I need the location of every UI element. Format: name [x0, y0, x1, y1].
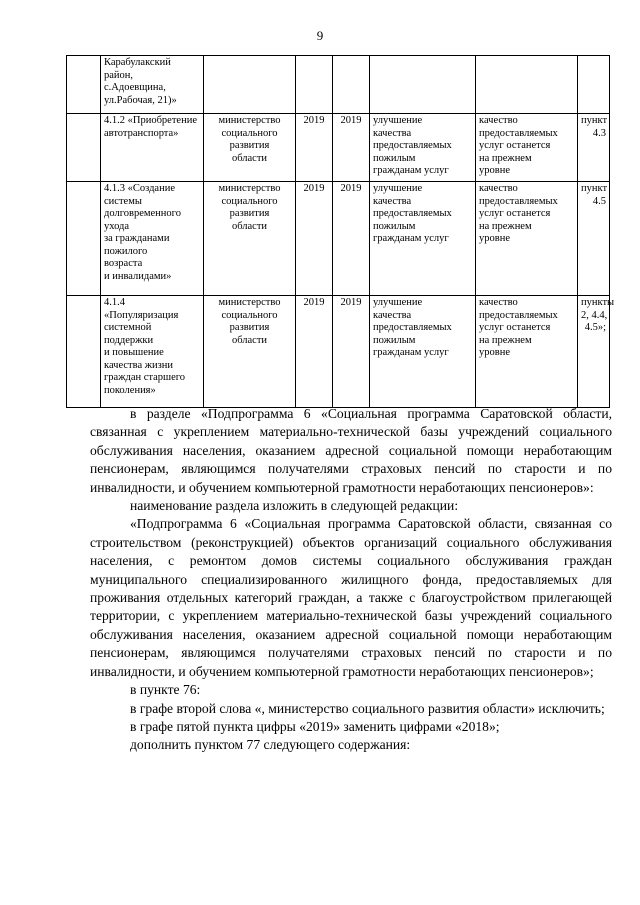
link-cell — [578, 56, 610, 114]
cell-line: Карабулакский — [104, 57, 171, 68]
consequence-cell — [476, 182, 578, 296]
cell-line: ул.Рабочая, 21)» — [104, 94, 177, 106]
paragraph: в графе второй слова «, министерство социального развития области» исключить; — [130, 700, 605, 716]
cell-line: предоставляемых — [373, 208, 452, 219]
cell-line: гражданам услуг — [373, 347, 449, 358]
cell-line: 4.3 — [592, 127, 606, 139]
cell-line: развития — [229, 208, 270, 219]
cell-line: социального — [221, 127, 278, 139]
consequence-cell — [476, 296, 578, 408]
consequence-cell — [476, 114, 578, 182]
cell-line: пункт — [581, 183, 608, 194]
cell-line: и повышение — [104, 347, 164, 358]
table-row — [67, 114, 610, 182]
cell-line: 4.5 — [592, 195, 606, 207]
executor-cell — [204, 296, 296, 408]
cell-line: пункты — [581, 297, 615, 308]
cell-line: 4.1.4 — [104, 297, 125, 308]
number-cell — [67, 56, 101, 114]
paragraph: в разделе «Подпрограмма 6 «Социальная программа Саратовской области, связанная с укреплением материально-технической базы учреждений социального обслуживания населения, оказанием адресной социальной помощи неработающим пенсионерам, являющимся получателями страховых пенсий по старости и по инвалидности, и обучением компьютерной грамотности неработающих пенсионеров»: — [90, 406, 612, 495]
number-cell — [67, 296, 101, 408]
executor-cell — [204, 114, 296, 182]
cell-line: пожилым — [373, 152, 416, 164]
cell-line: уровне — [479, 165, 510, 176]
cell-line: области — [231, 220, 268, 232]
cell-line: предоставляемых — [479, 127, 558, 139]
cell-line: качества жизни — [104, 359, 173, 371]
number-cell — [67, 114, 101, 182]
result-cell — [370, 56, 476, 114]
cell-line: возраста — [104, 258, 143, 269]
cell-line: услуг останется — [479, 140, 551, 151]
link-cell — [578, 114, 610, 182]
executor-cell — [204, 182, 296, 296]
number-cell — [67, 182, 101, 296]
cell-line: с.Адоевщина, — [104, 82, 166, 93]
cell-line: предоставляемых — [479, 195, 558, 207]
cell-line: услуг останется — [479, 208, 551, 219]
paragraph: «Подпрограмма 6 «Социальная программа Саратовской области, связанная со строительством (реконструкцией) объектов организаций социального обслуживания населения, с ремонтом домов системы социального обслуживания граждан муниципального специализированного жилищного фонда, предоставляемых для проживания отдельных категорий граждан, а также с благоустройством прилегающей территории, с укреплением материально-технической базы учреждений социального обслуживания населения, оказанием адресной социальной помощи неработающим пенсионерам, являющимся получателями страховых пенсий по старости и по инвалидности, и обучением компьютерной грамотности неработающих пенсионеров»; — [90, 516, 612, 679]
cell-line: улучшение — [373, 183, 423, 194]
table-row — [67, 182, 610, 296]
end-year-cell — [333, 56, 370, 114]
result-cell — [370, 182, 476, 296]
cell-line: министерство — [218, 297, 281, 308]
cell-line: качества — [373, 309, 412, 321]
cell-line: системы — [104, 195, 142, 207]
name-cell — [101, 296, 204, 408]
cell-line: долговременного — [104, 208, 181, 219]
cell-line: области — [231, 152, 268, 164]
cell-line: ухода — [104, 220, 130, 232]
cell-line: развития — [229, 322, 270, 333]
cell-line: уровне — [479, 233, 510, 244]
cell-line: социального — [221, 309, 278, 321]
executor-cell — [204, 56, 296, 114]
body-text — [90, 405, 612, 755]
result-cell — [370, 296, 476, 408]
start-year-cell: 2019 — [296, 114, 333, 182]
cell-line: 4.1.3 «Создание — [104, 183, 175, 194]
link-cell — [578, 182, 610, 296]
paragraph: в графе пятой пункта цифры «2019» заменить цифрами «2018»; — [130, 718, 500, 734]
cell-line: пожилым — [373, 220, 416, 232]
cell-line: пункт — [581, 115, 608, 126]
cell-line: автотранспорта» — [104, 127, 179, 139]
cell-line: качества — [373, 195, 412, 207]
page-number: 9 — [316, 28, 324, 43]
end-year-cell: 2019 — [333, 182, 370, 296]
cell-line: области — [231, 334, 268, 346]
cell-line: улучшение — [373, 297, 423, 308]
end-year-cell: 2019 — [333, 114, 370, 182]
cell-line: на прежнем — [479, 152, 532, 164]
cell-line: предоставляемых — [479, 309, 558, 321]
paragraph: в пункте 76: — [130, 682, 201, 698]
cell-line: услуг останется — [479, 322, 551, 333]
cell-line: развития — [229, 140, 270, 151]
cell-line: пожилого — [104, 245, 148, 257]
cell-line: министерство — [218, 115, 281, 126]
cell-line: пожилым — [373, 334, 416, 346]
name-cell — [101, 114, 204, 182]
paragraph: наименование раздела изложить в следующей редакции: — [130, 498, 459, 514]
cell-line: социального — [221, 195, 278, 207]
cell-line: гражданам услуг — [373, 233, 449, 244]
cell-line: граждан старшего — [104, 372, 186, 383]
result-cell — [370, 114, 476, 182]
end-year-cell: 2019 — [333, 296, 370, 408]
start-year-cell — [296, 56, 333, 114]
cell-line: и инвалидами» — [104, 270, 172, 282]
cell-line: 4.1.2 «Приобретение — [104, 115, 197, 126]
name-cell — [101, 182, 204, 296]
name-cell — [101, 56, 204, 114]
cell-line: на прежнем — [479, 220, 532, 232]
cell-line: системной — [104, 322, 152, 333]
cell-line: министерство — [218, 183, 281, 194]
start-year-cell: 2019 — [296, 182, 333, 296]
cell-line: поддержки — [104, 334, 154, 346]
cell-line: за гражданами — [104, 233, 170, 244]
table-row — [67, 296, 610, 408]
cell-line: качество — [479, 297, 518, 308]
cell-line: 4.5»; — [584, 322, 606, 333]
paragraph: дополнить пунктом 77 следующего содержания: — [130, 737, 411, 753]
cell-line: 2, 4.4, — [581, 309, 608, 321]
start-year-cell: 2019 — [296, 296, 333, 408]
cell-line: предоставляемых — [373, 140, 452, 151]
cell-line: гражданам услуг — [373, 165, 449, 176]
cell-line: район, — [104, 69, 134, 81]
cell-line: качества — [373, 127, 412, 139]
table-row — [67, 56, 610, 114]
cell-line: улучшение — [373, 115, 423, 126]
program-table — [66, 55, 615, 408]
cell-line: на прежнем — [479, 334, 532, 346]
cell-line: предоставляемых — [373, 322, 452, 333]
cell-line: уровне — [479, 347, 510, 358]
cell-line: поколения» — [104, 384, 156, 396]
cell-line: качество — [479, 115, 518, 126]
consequence-cell — [476, 56, 578, 114]
cell-line: качество — [479, 183, 518, 194]
link-cell — [578, 296, 615, 408]
cell-line: «Популяризация — [104, 309, 179, 321]
